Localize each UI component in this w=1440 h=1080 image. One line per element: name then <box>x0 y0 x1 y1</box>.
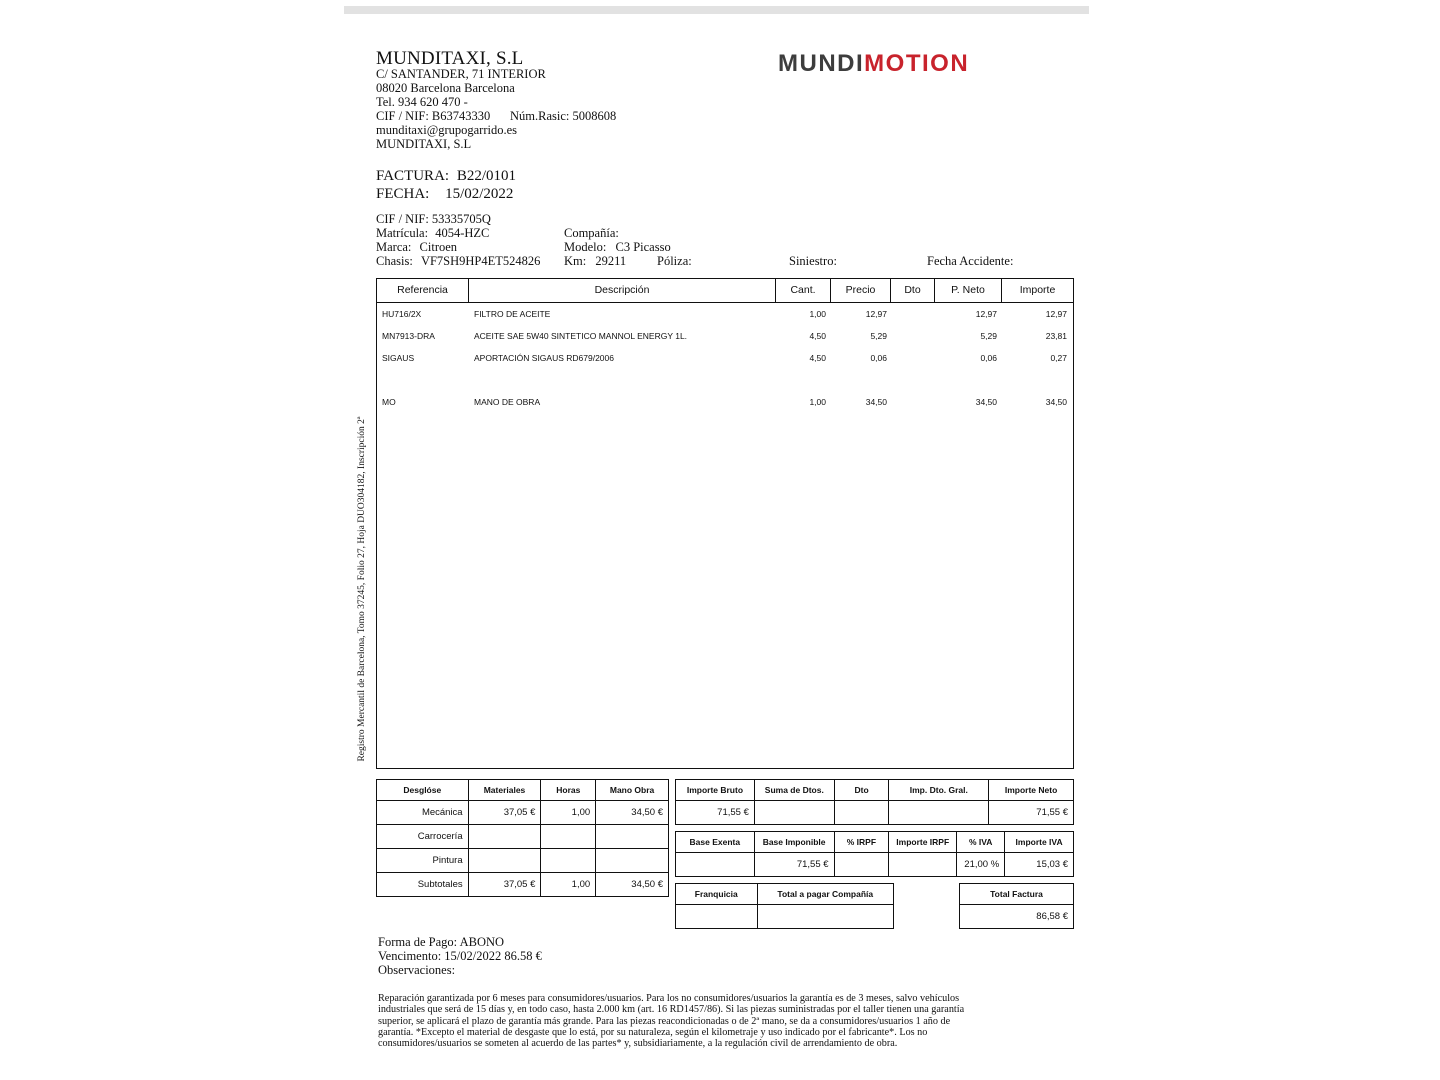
desglose-table <box>376 779 669 897</box>
col-cant: Cant. <box>776 279 831 302</box>
col-importe: Importe <box>1019 284 1056 296</box>
desglose-col: Desglóse <box>377 780 469 801</box>
address-line: Tel. 934 620 470 - <box>376 95 468 109</box>
row-pneto: 12,97 <box>975 309 997 319</box>
fecha-accidente-label: Fecha Accidente: <box>927 254 1014 268</box>
row-cant: 4,50 <box>809 353 826 363</box>
row-pneto: 5,29 <box>980 331 997 341</box>
client-cif: CIF / NIF: 53335705Q <box>376 212 491 226</box>
suma-dtos-value <box>754 801 834 825</box>
rasic-number: Núm.Rasic: 5008608 <box>510 109 617 123</box>
row-ref: MO <box>382 397 396 407</box>
base-exenta-value <box>676 853 755 877</box>
importe-bruto-value: 71,55 € <box>676 801 755 825</box>
desglose-col: Materiales <box>468 780 541 801</box>
row-importe: 23,81 <box>1045 331 1067 341</box>
irpf-percent-value <box>834 853 889 877</box>
totals-col: % IRPF <box>834 832 889 853</box>
modelo-value: C3 Picasso <box>615 240 671 254</box>
desglose-col: Mano Obra <box>596 780 669 801</box>
desglose-row-label: Subtotales <box>377 873 469 897</box>
observaciones: Observaciones: <box>378 963 456 977</box>
invoice-number <box>376 168 516 185</box>
totals-importe-table <box>675 779 1074 825</box>
totals-header <box>676 884 894 905</box>
desglose-horas <box>541 849 596 873</box>
km-label: Km: <box>564 254 587 268</box>
desglose-mano-obra: 34,50 € <box>596 873 669 897</box>
registry-vertical-text: Registro Mercantil de Barcelona, Tomo 37245, Folio 27, Hoja DUO304182, Inscripción 2ª <box>357 416 367 762</box>
row-precio: 0,06 <box>870 353 887 363</box>
chasis-value: VF7SH9HP4ET524826 <box>420 254 541 268</box>
desglose-mano-obra <box>596 825 669 849</box>
totals-base-table <box>675 831 1074 877</box>
forma-pago: Forma de Pago: ABONO <box>378 935 505 949</box>
row-cant: 1,00 <box>809 397 826 407</box>
row-ref: MN7913-DRA <box>382 331 435 341</box>
row-importe: 0,27 <box>1050 353 1067 363</box>
totals-col: % IVA <box>957 832 1005 853</box>
total-factura-table <box>959 883 1074 929</box>
totals-col: Importe Bruto <box>676 780 755 801</box>
company-name: MUNDITAXI, S.L <box>376 48 524 69</box>
table-row <box>377 328 1073 344</box>
desglose-materiales <box>468 825 541 849</box>
totals-col: Importe Neto <box>989 780 1074 801</box>
address-line: CIF / NIF: B63743330 <box>376 109 491 123</box>
col-referencia: Referencia <box>377 279 469 302</box>
invoice-date <box>376 186 513 203</box>
table-row <box>960 905 1074 929</box>
total-factura-label: Total Factura <box>960 884 1074 905</box>
page-top-edge <box>344 6 1089 14</box>
compania-label: Compañía: <box>564 226 619 240</box>
franquicia-value <box>676 905 758 929</box>
row-precio: 12,97 <box>865 309 887 319</box>
invoice-page <box>344 6 1089 1080</box>
totals-header <box>960 884 1074 905</box>
factura-value: B22/0101 <box>456 168 517 184</box>
table-row <box>676 801 1074 825</box>
total-factura-value: 86,58 € <box>960 905 1074 929</box>
chasis <box>376 254 540 269</box>
mundimotion-logo <box>778 50 969 78</box>
payment-info <box>378 935 542 977</box>
fecha-label: FECHA: <box>376 186 430 202</box>
row-desc: MANO DE OBRA <box>474 397 541 407</box>
modelo-label: Modelo: <box>564 240 607 254</box>
address-line: MUNDITAXI, S.L <box>376 137 472 151</box>
desglose-header <box>377 780 669 801</box>
iva-percent-value: 21,00 % <box>957 853 1005 877</box>
totals-col: Base Imponible <box>754 832 834 853</box>
items-table-header <box>377 279 1073 303</box>
chasis-label: Chasis: <box>376 254 413 268</box>
table-row <box>377 849 669 873</box>
row-pneto: 0,06 <box>980 353 997 363</box>
row-ref: HU716/2X <box>382 309 422 319</box>
col-pneto: P. Neto <box>935 279 1002 302</box>
col-descripcion: Descripción <box>469 279 776 302</box>
totals-col: Total a pagar Compañía <box>757 884 893 905</box>
items-table <box>376 278 1074 769</box>
address-line: 08020 Barcelona Barcelona <box>376 81 515 95</box>
totals-col: Importe IRPF <box>889 832 957 853</box>
totals-header <box>676 832 1074 853</box>
desglose-col: Horas <box>541 780 596 801</box>
poliza-label: Póliza: <box>657 254 692 268</box>
table-row <box>377 825 669 849</box>
siniestro-label: Siniestro: <box>789 254 837 268</box>
desglose-horas: 1,00 <box>541 801 596 825</box>
row-importe: 12,97 <box>1045 309 1067 319</box>
address-line: C/ SANTANDER, 71 INTERIOR <box>376 67 546 81</box>
desglose-materiales: 37,05 € <box>468 801 541 825</box>
totals-col: Dto <box>834 780 889 801</box>
row-ref: SIGAUS <box>382 353 415 363</box>
desglose-mano-obra: 34,50 € <box>596 801 669 825</box>
table-row <box>377 801 669 825</box>
fecha-value: 15/02/2022 <box>445 186 514 202</box>
row-precio: 5,29 <box>870 331 887 341</box>
logo-text-motion: MOTION <box>864 50 970 77</box>
col-dto: Dto <box>891 279 935 302</box>
row-cant: 1,00 <box>809 309 826 319</box>
row-desc: FILTRO DE ACEITE <box>474 309 551 319</box>
col-precio: Precio <box>831 279 891 302</box>
marca <box>376 240 457 255</box>
desglose-row-label: Pintura <box>377 849 469 873</box>
address-line: munditaxi@grupogarrido.es <box>376 123 517 137</box>
row-precio: 34,50 <box>865 397 887 407</box>
table-row <box>377 394 1073 410</box>
base-imponible-value: 71,55 € <box>754 853 834 877</box>
table-row <box>377 350 1073 366</box>
warranty-legal-text: Reparación garantizada por 6 meses para consumidores/usuarios. Para los no consumidores/usuarios la garantía es de 3 meses, salvo vehículos industriales que será de 15 días y, en todo caso, hasta 2.000 km (art. 16 RD1457/86). Si las piezas suministradas por el taller tienen una garantía superior, se aplicará el plazo de garantía más grande. Para las piezas reacondicionadas o de 2ª mano, se da a consumidores/usuarios 1 año de garantía. *Excepto el material de desgaste que lo está, por su naturaleza, según el kilometraje y uso indicado por el fabricante*. Los no consumidores/usuarios se someten al acuerdo de las partes* y, subsidiariamente, a la regulación civil de arrendamiento de obra. <box>378 993 965 1050</box>
marca-value: Citroen <box>419 240 458 254</box>
matricula <box>376 226 489 241</box>
row-pneto: 34,50 <box>975 397 997 407</box>
desglose-horas: 1,00 <box>541 873 596 897</box>
km <box>564 254 626 269</box>
totals-col: Imp. Dto. Gral. <box>889 780 989 801</box>
desglose-mano-obra <box>596 849 669 873</box>
importe-irpf-value <box>889 853 957 877</box>
desglose-row-label: Mecánica <box>377 801 469 825</box>
imp-dto-gral-value <box>889 801 989 825</box>
dto-value <box>834 801 889 825</box>
modelo <box>564 240 671 255</box>
factura-label: FACTURA: <box>376 168 450 184</box>
importe-iva-value: 15,03 € <box>1005 853 1074 877</box>
totals-col: Suma de Dtos. <box>754 780 834 801</box>
desglose-row-label: Carrocería <box>377 825 469 849</box>
totals-col: Franquicia <box>676 884 758 905</box>
matricula-label: Matrícula: <box>376 226 429 240</box>
km-value: 29211 <box>595 254 627 268</box>
row-cant: 4,50 <box>809 331 826 341</box>
logo-text-mundi: MUNDI <box>778 50 865 77</box>
row-importe: 34,50 <box>1045 397 1067 407</box>
totals-header <box>676 780 1074 801</box>
table-row <box>377 306 1073 322</box>
totals-col: Base Exenta <box>676 832 755 853</box>
table-row <box>676 853 1074 877</box>
matricula-value: 4054-HZC <box>435 226 490 240</box>
desglose-materiales: 37,05 € <box>468 873 541 897</box>
desglose-horas <box>541 825 596 849</box>
marca-label: Marca: <box>376 240 412 254</box>
total-compania-value <box>757 905 893 929</box>
vencimiento: Vencimento: 15/02/2022 86.58 € <box>378 949 542 963</box>
franquicia-table <box>675 883 894 929</box>
table-row <box>377 873 669 897</box>
row-desc: APORTACIÓN SIGAUS RD679/2006 <box>474 353 614 363</box>
importe-neto-value: 71,55 € <box>989 801 1074 825</box>
desglose-materiales <box>468 849 541 873</box>
totals-col: Importe IVA <box>1005 832 1074 853</box>
table-row <box>676 905 894 929</box>
row-desc: ACEITE SAE 5W40 SINTETICO MANNOL ENERGY 1L. <box>474 331 688 341</box>
